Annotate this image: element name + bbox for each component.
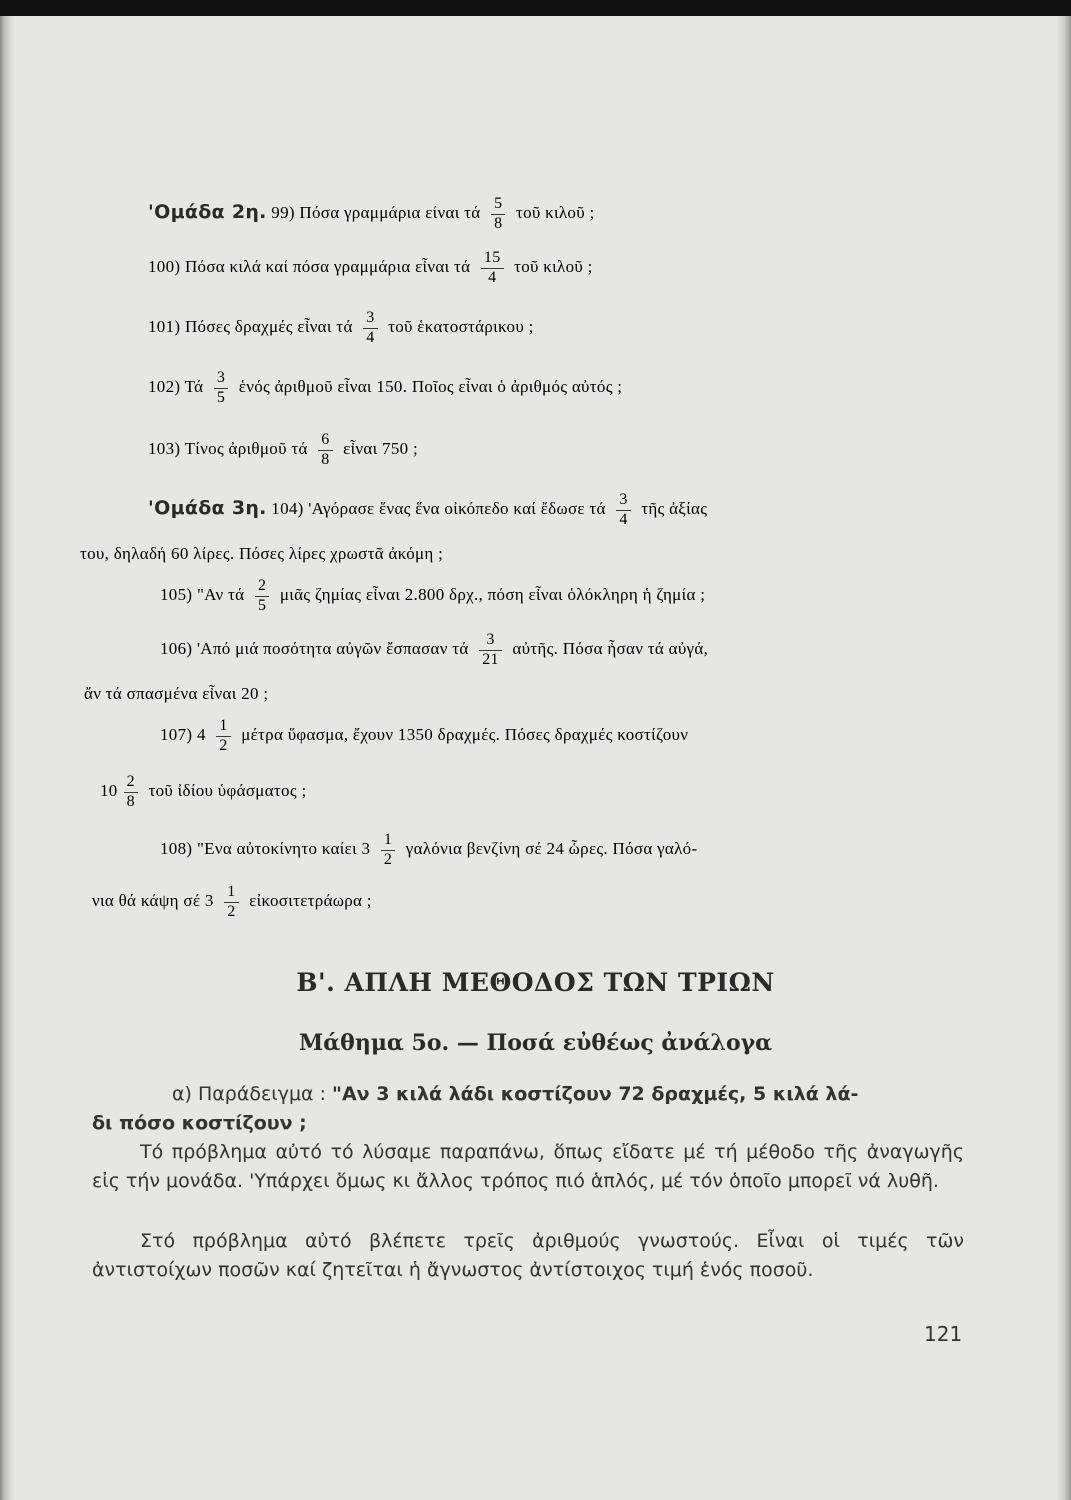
paragraph-2: Στό πρόβλημα αὐτό βλέπετε τρεῖς ἀριθμούς γνωστούς. Εἶναι οἱ τιμές τῶν ἀντιστοίχων ποσῶν καί ζητεῖται ἡ ἄγνωστος ἀντίστοιχος τιμή ἑνός ποσοῦ.: [92, 1230, 964, 1281]
fraction: $\frac{6}{8}$: [318, 432, 332, 469]
fraction: $\frac{1}{2}$: [216, 718, 230, 755]
exercise-99: 'Ομάδα 2η. 99) Πόσα γραμμάρια είναι τά $\frac{5}{8}$ τοῦ κιλοῦ ;: [148, 195, 595, 232]
section-title: Β'. ΑΠΛΗ ΜΕΘΟΔΟΣ ΤΩΝ ΤΡΙΩΝ: [296, 968, 775, 997]
fraction: $\frac{1}{2}$: [381, 832, 395, 869]
exercise-102: 102) Τά $\frac{3}{5}$ ἑνός ἀριθμοῦ εἶναι 150. Ποῖος εἶναι ὁ ἀριθμός αὐτός ;: [148, 369, 623, 406]
paragraph-1: Τό πρόβλημα αὐτό τό λύσαμε παραπάνω, ὅπως εἴδατε μέ τή μέθοδο τῆς ἀναγωγῆς εἰς τήν μονάδα. 'Υπάρχει ὅμως κι ἄλλος τρόπος πιό ἁπλός, μέ τόν ὁποῖο μπορεῖ νά λυθῆ.: [92, 1141, 964, 1192]
page-right-edge: [1057, 16, 1071, 1500]
example-question-line1: "Αν 3 κιλά λάδι κοστίζουν 72 δραχμές, 5 κιλά λά-: [332, 1083, 859, 1105]
exercise-104: 'Ομάδα 3η. 104) 'Αγόρασε ἕνας ἕνα οἰκόπεδο καί ἔδωσε τά $\frac{3}{4}$ τῆς ἀξίας: [148, 491, 708, 528]
fraction: $\frac{2}{8}$: [124, 774, 138, 811]
exercise-105: 105) "Αν τά $\frac{2}{5}$ μιᾶς ζημίας εἶναι 2.800 δρχ., πόση εἶναι ὁλόκληρη ἡ ζημία ;: [160, 577, 706, 614]
fraction: $\frac{1}{2}$: [224, 884, 238, 921]
fraction: $\frac{3}{21}$: [479, 632, 502, 669]
group-2-title: 'Ομάδα 2η.: [148, 201, 267, 224]
exercise-108-line2: νια θά κάψη σέ 3 $\frac{1}{2}$ εἰκοσιτετράωρα ;: [92, 883, 372, 920]
lesson-title: Μάθημα 5ο. — Ποσά εὐθέως ἀνάλογα: [298, 1030, 773, 1056]
fraction: $\frac{15}{4}$: [481, 250, 504, 287]
example-question: [92, 1080, 964, 1109]
fraction: $\frac{3}{5}$: [214, 370, 228, 407]
example-question-line2: δι πόσο κοστίζουν ;: [92, 1112, 307, 1134]
page-left-edge: [0, 16, 14, 1500]
exercise-108: 108) "Ενα αὐτοκίνητο καίει 3 $\frac{1}{2}$ γαλόνια βενζίνη σέ 24 ὧρες. Πόσα γαλό-: [160, 831, 698, 868]
fraction: $\frac{3}{4}$: [363, 310, 377, 347]
scan-top-border: [0, 0, 1071, 16]
fraction: $\frac{5}{8}$: [491, 196, 505, 233]
exercise-107-line2: 10 $\frac{2}{8}$ τοῦ ἰδίου ὑφάσματος ;: [100, 773, 307, 810]
exercise-100: 100) Πόσα κιλά καί πόσα γραμμάρια εἶναι τά $\frac{15}{4}$ τοῦ κιλοῦ ;: [148, 249, 593, 286]
page-number: 121: [924, 1322, 963, 1346]
exercise-107: 107) 4 $\frac{1}{2}$ μέτρα ὕφασμα, ἔχουν 1350 δραχμές. Πόσες δραχμές κοστίζουν: [160, 717, 689, 754]
fraction: $\frac{2}{5}$: [255, 578, 269, 615]
fraction: $\frac{3}{4}$: [616, 492, 630, 529]
exercise-103: 103) Τίνος ἀριθμοῦ τά $\frac{6}{8}$ εἶναι 750 ;: [148, 431, 419, 468]
exercise-101: 101) Πόσες δραχμές εἶναι τά $\frac{3}{4}$ τοῦ ἑκατοστάρικου ;: [148, 309, 534, 346]
exercise-106-line2: ἄν τά σπασμένα εἶναι 20 ;: [84, 684, 269, 703]
exercise-104-line2: του, δηλαδή 60 λίρες. Πόσες λίρες χρωστᾶ ἀκόμη ;: [80, 544, 444, 563]
exercise-106: 106) 'Από μιά ποσότητα αὐγῶν ἔσπασαν τά $\frac{3}{21}$ αὐτῆς. Πόσα ἦσαν τά αὐγά,: [160, 631, 709, 668]
example-label: α) Παράδειγμα :: [172, 1083, 326, 1105]
group-3-title: 'Ομάδα 3η.: [148, 497, 267, 520]
